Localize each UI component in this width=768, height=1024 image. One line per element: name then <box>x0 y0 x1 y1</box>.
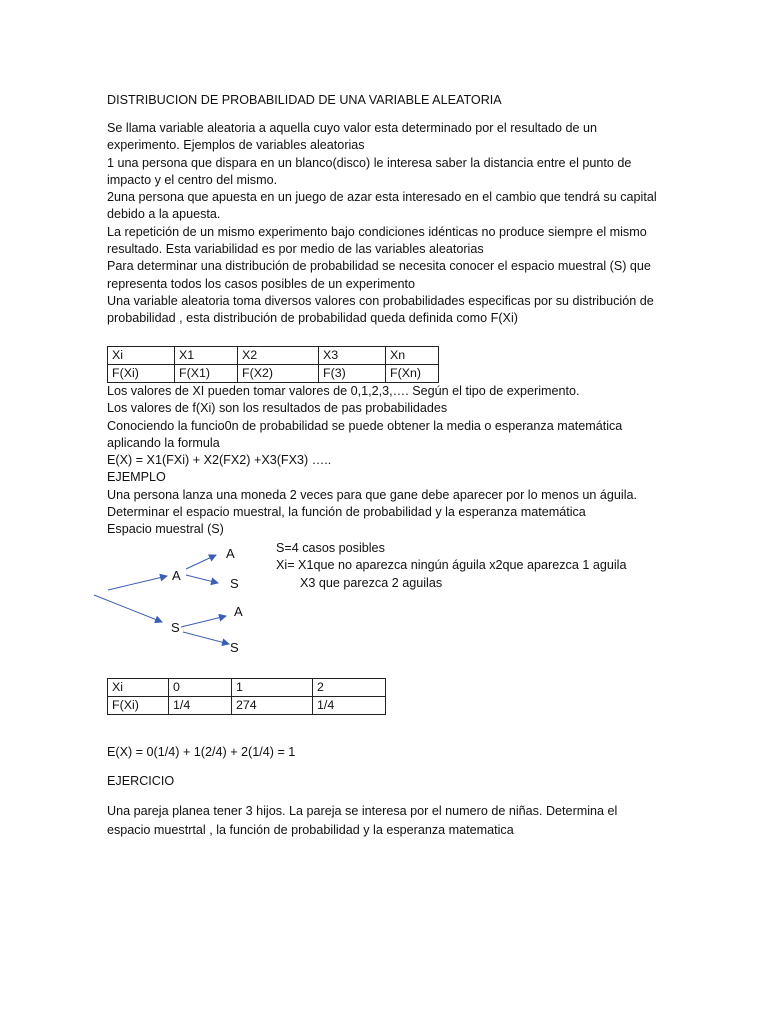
intro-line: impacto y el centro del mismo. <box>107 172 278 187</box>
expectation-result: E(X) = 0(1/4) + 1(2/4) + 2(1/4) = 1 <box>107 745 296 759</box>
table-cell: 2 <box>313 679 386 697</box>
variable-definition-cont: X3 que parezca 2 aguilas <box>300 576 443 590</box>
variable-definition: Xi= X1que no aparezca ningún águila x2que aparezca 1 aguila <box>276 558 627 572</box>
table-cell: F(X1) <box>175 365 238 383</box>
table-cell: Xi <box>108 679 169 697</box>
table-cell: F(Xi) <box>108 697 169 715</box>
body-line: aplicando la formula <box>107 435 220 450</box>
example-probability-table <box>107 678 386 715</box>
tree-node-ss: S <box>230 640 239 655</box>
tree-node-first-a: A <box>172 568 181 583</box>
table-row <box>108 679 386 697</box>
formula-line: E(X) = X1(FXi) + X2(FX2) +X3(FX3) ….. <box>107 453 332 468</box>
tree-branch <box>181 616 226 627</box>
table-cell: F(Xn) <box>386 365 439 383</box>
tree-node-as: S <box>230 576 239 591</box>
table-cell: Xi <box>108 347 175 365</box>
body-line: Determinar el espacio muestral, la función de probabilidad y la esperanza matemática <box>107 505 586 520</box>
example-heading: EJEMPLO <box>107 470 166 485</box>
table-cell: X1 <box>175 347 238 365</box>
intro-line: Para determinar una distribución de probabilidad se necesita conocer el espacio muestral (S) que <box>107 259 651 274</box>
body-line: Los valores de XI pueden tomar valores de 0,1,2,3,…. Según el tipo de experimento. <box>107 384 580 398</box>
exercise-heading: EJERCICIO <box>107 774 175 788</box>
exercise-line: Una pareja planea tener 3 hijos. La pareja se interesa por el numero de niñas. Determina el <box>107 804 618 818</box>
document-title: DISTRIBUCION DE PROBABILIDAD DE UNA VARIABLE ALEATORIA <box>107 93 502 107</box>
table-cell: 1 <box>232 679 313 697</box>
intro-line: representa todos los casos posibles de un experimento <box>107 276 416 291</box>
table-cell: F(Xi) <box>108 365 175 383</box>
tree-node-aa: A <box>226 546 235 561</box>
tree-branch <box>94 595 162 622</box>
intro-line: debido a la apuesta. <box>107 207 221 222</box>
tree-branch <box>186 555 216 569</box>
intro-line: Se llama variable aleatoria a aquella cuyo valor esta determinado por el resultado de un <box>107 121 598 135</box>
table-cell: F(3) <box>319 365 386 383</box>
tree-branch <box>183 632 229 644</box>
table-cell: X3 <box>319 347 386 365</box>
tree-node-sa: A <box>234 604 243 619</box>
intro-line: 2una persona que apuesta en un juego de azar esta interesado en el cambio que tendrá su capital <box>107 190 657 205</box>
body-line: Una persona lanza una moneda 2 veces para que gane debe aparecer por lo menos un águila. <box>107 487 638 502</box>
body-line: Conociendo la funcio0n de probabilidad se puede obtener la media o esperanza matemática <box>107 418 623 433</box>
tree-branch <box>186 575 218 583</box>
table-cell: 1/4 <box>169 697 232 715</box>
intro-line: 1 una persona que dispara en un blanco(disco) le interesa saber la distancia entre el punto de <box>107 155 632 170</box>
table-cell: Xn <box>386 347 439 365</box>
intro-line: experimento. Ejemplos de variables aleatorias <box>107 138 365 153</box>
sample-space-size: S=4 casos posibles <box>276 541 385 555</box>
body-line: Espacio muestral (S) <box>107 522 224 537</box>
tree-node-first-s: S <box>171 620 180 635</box>
table-cell: F(X2) <box>238 365 319 383</box>
tree-branch <box>108 576 167 590</box>
table-cell: 1/4 <box>313 697 386 715</box>
intro-line: probabilidad , esta distribución de probabilidad queda definida como F(Xi) <box>107 311 518 326</box>
table-row <box>108 697 386 715</box>
intro-line: resultado. Esta variabilidad es por medio de las variables aleatorias <box>107 242 484 257</box>
intro-line: La repetición de un mismo experimento bajo condiciones idénticas no produce siempre el mismo <box>107 224 647 239</box>
body-line: Los valores de f(Xi) son los resultados de pas probabilidades <box>107 401 448 416</box>
table-cell: 0 <box>169 679 232 697</box>
intro-line: Una variable aleatoria toma diversos valores con probabilidades especificas por su distribución de <box>107 293 654 308</box>
table-cell: X2 <box>238 347 319 365</box>
table-cell: 274 <box>232 697 313 715</box>
exercise-line: espacio muestrtal , la función de probabilidad y la esperanza matematica <box>107 823 514 837</box>
